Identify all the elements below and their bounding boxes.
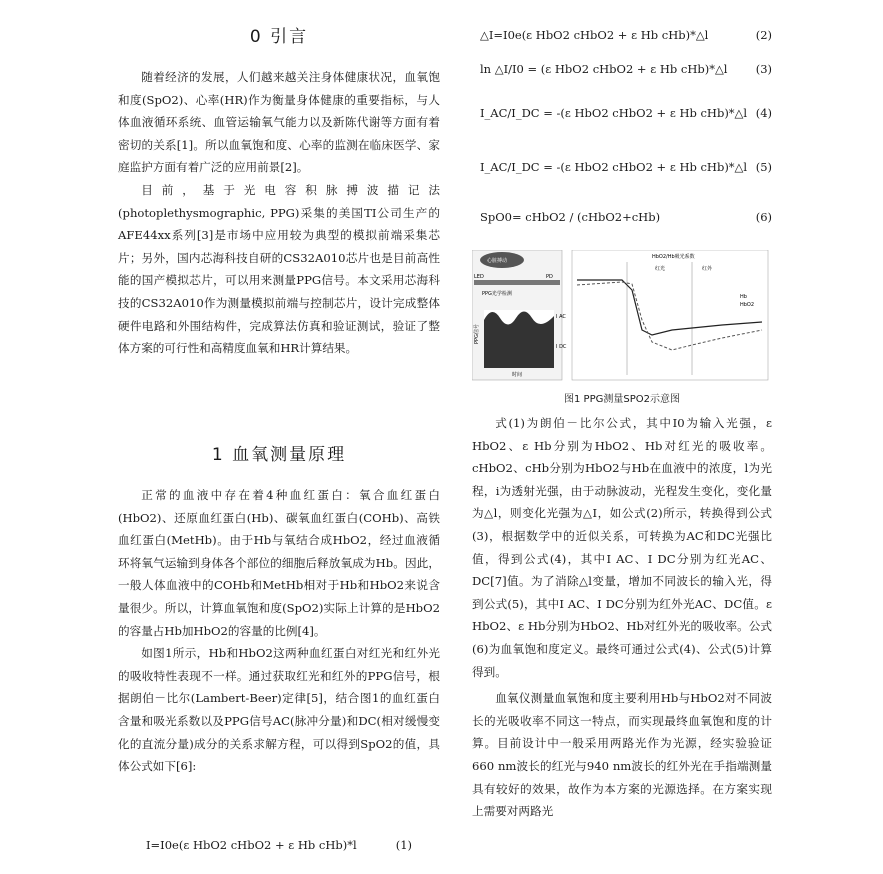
equation-5-number: (5): [755, 160, 772, 174]
idc-label: I DC: [556, 344, 567, 350]
equation-4: [472, 106, 772, 128]
equation-4-number: (4): [755, 106, 772, 120]
pd-label: PD: [546, 274, 553, 280]
equation-6-number: (6): [755, 210, 772, 224]
principle-paragraph-2: 如图1所示，Hb和HbO2这两种血红蛋白对红光和红外光的吸收特性表现不一样。通过获取红光和红外的PPG信号，根据朗伯－比尔(Lambert-Beer)定律[5]，结合图1的血红蛋白含量和吸光系数以及PPG信号AC(脉冲分量)和DC(相对缓慢变化的直流分量)成分的关系求解方程，可以得到SpO2的值，具体公式如下[6]:: [118, 646, 440, 774]
ir-band-label: 红外: [702, 266, 713, 272]
absorption-title: HbO2/Hb吸光系数: [652, 254, 695, 260]
intro-paragraph-1: 随着经济的发展，人们越来越关注身体健康状况，血氧饱和度(SpO2)、心率(HR)作为衡量身体健康的重要指标，与人体血液循环系统、血管运输氧气能力以及新陈代谢等方面有着密切的关系[1]。所以血氧饱和度、心率的监测在临床医学、家庭监护方面有着广泛的应用前景[2]。: [118, 70, 440, 175]
principle-paragraphs: [118, 484, 440, 778]
equation-3-body: ln △I/I0 = (ε HbO2 cHbO2 + ε Hb cHb)*△l: [480, 62, 728, 76]
section-1-title: 1 血氧测量原理: [211, 445, 347, 465]
equation-1-number: (1): [395, 838, 412, 852]
ppg-signal-label: PPG信号: [474, 324, 480, 344]
equation-6: [472, 210, 772, 232]
equation-5-body: I_AC/I_DC = -(ε HbO2 cHbO2 + ε Hb cHb)*△l: [480, 160, 748, 174]
right-paragraphs: [472, 412, 772, 823]
section-0-title: 0 引言: [249, 27, 309, 47]
hbo2-legend: HbO2: [740, 302, 755, 308]
principle-paragraph-1: 正常的血液中存在着4种血红蛋白：氧合血红蛋白(HbO2)、还原血红蛋白(Hb)、碳氧血红蛋白(COHb)、高铁血红蛋白(MetHb)。由于Hb与氧结合成HbO2，经过血液循环将氧气运输到身体各个部位的细胞后释放氧成为Hb。因此，一般人体血液中的COHb和MetHb相对于Hb和HbO2来说含量很少。所以，计算血氧饱和度(SpO2)实际上计算的是HbO2的容量占Hb加HbO2的容量的比例[4]。: [118, 488, 440, 638]
iac-label: I AC: [556, 314, 566, 320]
ppg-optical-label: PPG光学检测: [482, 291, 512, 297]
equation-3: [472, 62, 772, 84]
figure-1: [472, 250, 772, 385]
intro-paragraphs: [118, 66, 440, 360]
equation-1-body: I=I0e(ε HbO2 cHbO2 + ε Hb cHb)*l: [146, 838, 357, 852]
equation-2: [472, 28, 772, 48]
led-label: LED: [474, 274, 484, 280]
time-label: 时间: [512, 372, 523, 378]
equation-5: [472, 160, 772, 182]
equation-3-number: (3): [755, 62, 772, 76]
equation-2-body: △I=I0e(ε HbO2 cHbO2 + ε Hb cHb)*△l: [480, 28, 709, 42]
equation-6-body: SpO0= cHbO2 / (cHbO2+cHb): [480, 210, 661, 224]
light-source-paragraph: 血氧仪测量血氧饱和度主要利用Hb与HbO2对不同波长的光吸收率不同这一特点，而实现最终血氧饱和度的计算。目前设计中一般采用两路光作为光源，经实验验证660 nm波长的红光与940 nm波长的红外光在手指端测量具有较好的效果，故作为本方案的光源选择。在方案实现上需要对两路光: [472, 691, 772, 819]
intro-paragraph-2: 目前，基于光电容积脉搏波描记法(photoplethysmographic, PPG)采集的美国TI公司生产的AFE44xx系列[3]是市场中应用较为典型的模拟前端采集芯片；另外，国内芯海科技自研的CS32A010芯片也是目前高性能的国产模拟芯片，可以用来测量PPG信号。本文采用芯海科技的CS32A010作为测量模拟前端与控制芯片，设计完成整体硬件电路和外围结构件，完成算法仿真和验证测试，验证了整体方案的可行性和高精度血氧和HR计算结果。: [118, 182, 440, 356]
led-bar: [474, 280, 560, 285]
red-band-label: 红光: [655, 266, 666, 272]
figure-1-caption: 图1 PPG测量SPO2示意图: [564, 394, 680, 405]
hb-legend: Hb: [740, 294, 747, 300]
absorption-panel: [572, 250, 768, 380]
equation-4-body: I_AC/I_DC = -(ε HbO2 cHbO2 + ε Hb cHb)*△l: [480, 106, 748, 120]
heartbeat-label: 心脏搏动: [487, 258, 508, 264]
explanation-paragraph: 式(1)为朗伯－比尔公式，其中I0为输入光强，ε HbO2、ε Hb分别为HbO2、Hb对红光的吸收率。cHbO2、cHb分别为HbO2与Hb在血液中的浓度，l为光程，i为透射光强，由于动脉波动，光程发生变化，变化量为△l，则变化光强为△I，如公式(2)所示，转换得到公式(3)，根据数学中的近似关系，可转换为AC和DC光强比值，得到公式(4)，其中I AC、I DC分别为红光AC、DC[7]值。为了消除△l变量，增加不同波长的输入光，得到公式(5)，其中I AC、I DC分别为红外光AC、DC值。ε HbO2、ε Hb分别为HbO2、Hb对红外光的吸收率。公式(6)为血氧饱和度定义。最终可通过公式(4)、公式(5)计算得到。: [472, 416, 772, 679]
equation-2-number: (2): [755, 28, 772, 42]
equation-1: [118, 838, 440, 858]
